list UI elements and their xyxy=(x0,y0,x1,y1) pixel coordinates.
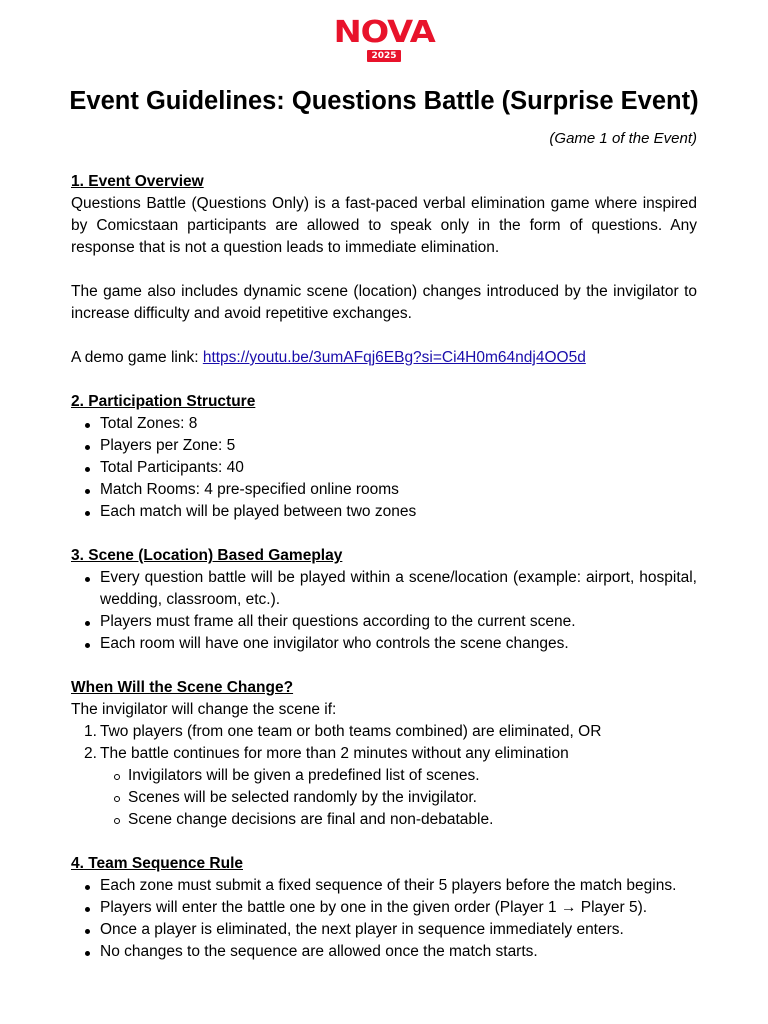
sub-list-item: Scene change decisions are final and non-debatable. xyxy=(71,809,697,831)
nova-logo xyxy=(0,15,768,62)
demo-link-label: A demo game link: xyxy=(71,349,199,366)
list-item: Once a player is eliminated, the next player in sequence immediately enters. xyxy=(71,919,697,941)
list-item: Players will enter the battle one by one in the given order (Player 1 → Player 5). xyxy=(71,897,697,919)
item-number: 1. xyxy=(84,723,97,740)
overview-paragraph-1: Questions Battle (Questions Only) is a fast-paced verbal elimination game where inspired by Comicstaan participants are allowed to speak only in the form of questions. Any response that is not a question leads to immediate elimination. xyxy=(71,195,697,256)
scene-list xyxy=(71,567,697,655)
scene-change-conditions xyxy=(71,721,697,831)
list-item: No changes to the sequence are allowed once the match starts. xyxy=(71,941,697,963)
list-item: Players must frame all their questions according to the current scene. xyxy=(71,611,697,633)
scene-change-intro: The invigilator will change the scene if: xyxy=(71,701,337,718)
item-text: Two players (from one team or both teams combined) are eliminated, OR xyxy=(100,723,602,740)
numbered-item xyxy=(71,743,697,831)
section-heading-scene-change: When Will the Scene Change? xyxy=(71,679,294,696)
list-item: Each match will be played between two zones xyxy=(71,501,697,523)
section-heading-team-sequence: 4. Team Sequence Rule xyxy=(71,855,243,872)
overview-paragraph-2: The game also includes dynamic scene (location) changes introduced by the invigilator to increase difficulty and avoid repetitive exchanges. xyxy=(71,283,697,322)
list-item: Match Rooms: 4 pre-specified online rooms xyxy=(71,479,697,501)
demo-link-line xyxy=(71,347,697,369)
logo-year-badge: 2025 xyxy=(367,50,400,62)
list-item: Each zone must submit a fixed sequence of their 5 players before the match begins. xyxy=(71,875,697,897)
participation-list xyxy=(71,413,697,523)
item-number: 2. xyxy=(84,745,97,762)
scene-change-notes xyxy=(100,765,697,831)
list-item: Total Participants: 40 xyxy=(71,457,697,479)
sub-list-item: Invigilators will be given a predefined list of scenes. xyxy=(71,765,697,787)
item-text: The battle continues for more than 2 minutes without any elimination xyxy=(100,745,569,762)
logo-wordmark: NOVA xyxy=(333,15,435,50)
section-heading-participation: 2. Participation Structure xyxy=(71,393,256,410)
demo-game-link[interactable]: https://youtu.be/3umAFqj6EBg?si=Ci4H0m64ndj4OO5d xyxy=(202,349,586,366)
document-subtitle: (Game 1 of the Event) xyxy=(549,130,697,147)
sub-list-item: Scenes will be selected randomly by the invigilator. xyxy=(71,787,697,809)
document-body xyxy=(71,171,697,963)
team-sequence-list xyxy=(71,875,697,963)
numbered-item xyxy=(71,721,697,743)
list-item: Total Zones: 8 xyxy=(71,413,697,435)
list-item: Each room will have one invigilator who controls the scene changes. xyxy=(71,633,697,655)
list-item: Every question battle will be played within a scene/location (example: airport, hospital, wedding, classroom, etc.). xyxy=(71,567,697,611)
section-heading-scene: 3. Scene (Location) Based Gameplay xyxy=(71,547,343,564)
list-item: Players per Zone: 5 xyxy=(71,435,697,457)
document-title: Event Guidelines: Questions Battle (Surprise Event) xyxy=(69,87,699,115)
section-heading-overview: 1. Event Overview xyxy=(71,173,204,190)
